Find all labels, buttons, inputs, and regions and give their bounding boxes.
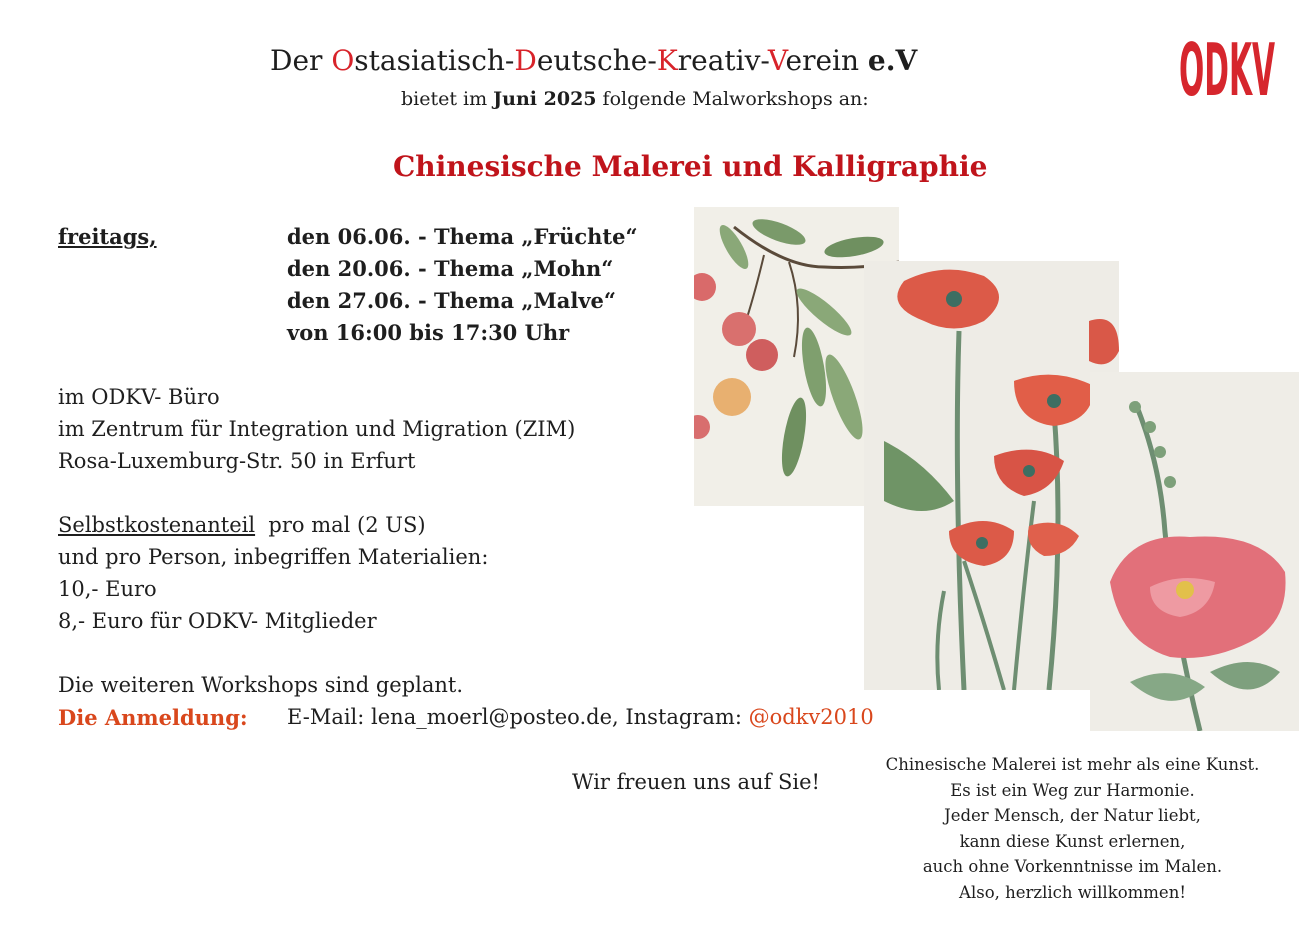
- schedule-line: den 27.06. - Thema „Malve“: [287, 288, 616, 313]
- schedule-day-label: freitags,: [58, 224, 157, 249]
- subtitle-month: Juni 2025: [493, 88, 597, 110]
- organization-title: [270, 44, 917, 77]
- cost-heading: [58, 513, 426, 537]
- further-workshops-note: Die weiteren Workshops sind geplant.: [58, 673, 464, 697]
- registration-contact: [287, 705, 874, 729]
- instagram-link[interactable]: @odkv2010: [748, 705, 874, 729]
- quote-block: [880, 752, 1265, 906]
- quote-line: Also, herzlich willkommen!: [959, 882, 1186, 902]
- location-line: im Zentrum für Integration und Migration (ZIM): [58, 417, 576, 441]
- location-line: Rosa-Luxemburg-Str. 50 in Erfurt: [58, 449, 416, 473]
- odkv-logo: [1178, 33, 1276, 103]
- schedule-time: von 16:00 bis 17:30 Uhr: [287, 320, 570, 345]
- cost-label: Selbstkostenanteil: [58, 513, 256, 537]
- schedule-line: den 20.06. - Thema „Mohn“: [287, 256, 614, 281]
- subtitle: [401, 88, 869, 110]
- title-text-part: Der: [270, 44, 332, 77]
- title-text-part: eutsche-: [536, 44, 657, 77]
- logo-lettering: ODKV: [1179, 33, 1276, 103]
- painting-poppies: [864, 261, 1119, 690]
- quote-line: auch ohne Vorkenntnisse im Malen.: [922, 857, 1223, 877]
- title-text-part: e.V: [867, 44, 918, 77]
- quote-line: Chinesische Malerei ist mehr als eine Kunst.: [885, 755, 1260, 774]
- title-text-part: stasiatisch-: [354, 44, 515, 77]
- cost-line: 8,- Euro für ODKV- Mitglieder: [58, 609, 377, 633]
- title-initial-letter: D: [514, 44, 537, 77]
- subtitle-post: folgende Malworkshops an:: [596, 88, 869, 110]
- registration-label: Die Anmeldung:: [58, 705, 248, 730]
- quote-line: kann diese Kunst erlernen,: [959, 831, 1186, 851]
- cost-label-suffix: pro mal (2 US): [255, 513, 426, 537]
- title-initial-letter: O: [331, 44, 355, 77]
- painting-mallow: [1090, 372, 1299, 731]
- cost-line: und pro Person, inbegriffen Materialien:: [58, 545, 489, 569]
- course-title: Chinesische Malerei und Kalligraphie: [393, 150, 988, 183]
- greeting: Wir freuen uns auf Sie!: [572, 770, 821, 794]
- quote-line: Jeder Mensch, der Natur liebt,: [944, 806, 1201, 826]
- title-initial-letter: V: [767, 44, 786, 77]
- schedule-line: den 06.06. - Thema „Früchte“: [287, 224, 638, 249]
- location-line: im ODKV- Büro: [58, 385, 220, 409]
- title-text-part: erein: [785, 44, 868, 77]
- subtitle-pre: bietet im: [401, 88, 494, 110]
- title-initial-letter: K: [656, 44, 678, 77]
- cost-line: 10,- Euro: [58, 577, 157, 601]
- quote-line: Es ist ein Weg zur Harmonie.: [950, 780, 1195, 800]
- registration-email-text: E-Mail: lena_moerl@posteo.de, Instagram:: [287, 705, 749, 729]
- title-text-part: reativ-: [677, 44, 768, 77]
